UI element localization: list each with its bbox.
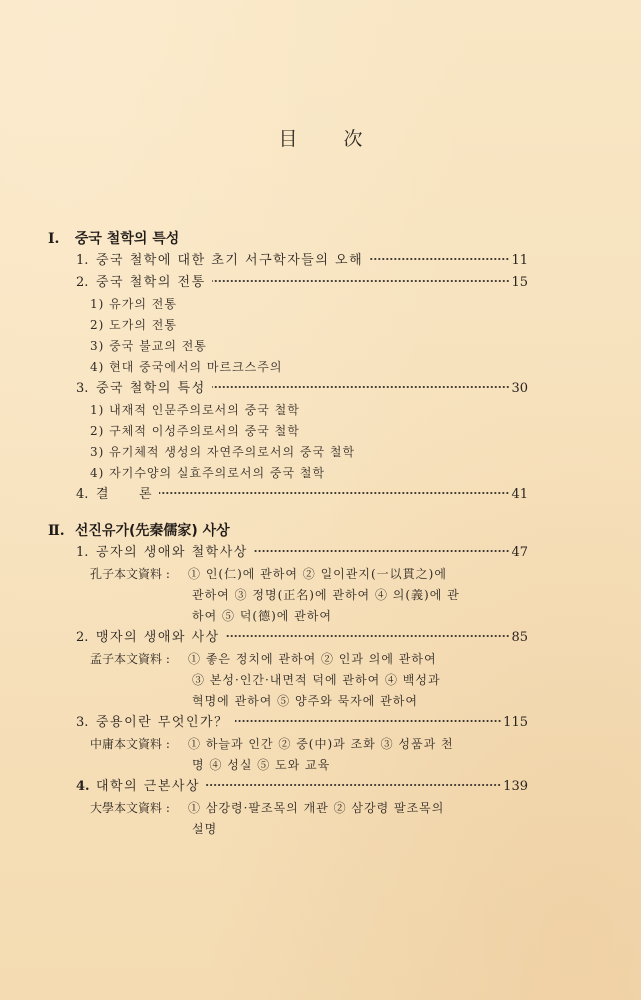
material-body: [188, 649, 486, 712]
material-label: 大學本文資料 :: [90, 801, 170, 815]
chapter-number: 4.: [76, 487, 89, 502]
chapter-number: 1.: [76, 253, 89, 268]
part-numeral: Ⅰ.: [48, 231, 60, 247]
toc-entry[interactable]: [48, 484, 528, 506]
toc-entry[interactable]: [48, 776, 528, 798]
source-material-block: [48, 798, 528, 840]
chapter-title: 대학의 근본사상: [96, 779, 201, 794]
chapter-title: 중용이란 무엇인가？: [96, 715, 229, 730]
page-number: 30: [511, 381, 528, 396]
part-title: 선진유가(先秦儒家) 사상: [74, 523, 230, 539]
material-line: ① 좋은 정치에 관하여 ② 인과 의에 관하여: [188, 652, 437, 666]
page-number: 85: [511, 630, 528, 645]
toc-entry[interactable]: [48, 627, 528, 649]
part-heading-1: [48, 228, 528, 250]
toc-entry[interactable]: [48, 378, 528, 400]
chapter-title: 중국 철학의 특성: [96, 381, 206, 396]
material-line: 하여 ⑤ 덕(德)에 관하여: [192, 609, 332, 623]
material-line: ① 인(仁)에 관하여 ② 일이관지(一以貫之)에: [188, 567, 447, 581]
material-line: ③ 본성·인간·내면적 덕에 관하여 ④ 백성과: [192, 673, 441, 687]
chapter-number: 3.: [76, 381, 89, 396]
chapter-title: 맹자의 생애와 사상: [96, 630, 220, 645]
part-heading-2: [48, 520, 528, 542]
toc-entry[interactable]: [48, 272, 528, 294]
toc-subsection: 4) 자기수양의 실효주의로서의 중국 철학: [90, 466, 326, 480]
material-line: 명 ④ 성실 ⑤ 도와 교육: [192, 758, 331, 772]
chapter-number: 4.: [76, 779, 90, 794]
chapter-number: 3.: [76, 715, 89, 730]
toc-entry[interactable]: [48, 542, 528, 564]
chapter-number: 2.: [76, 630, 89, 645]
source-material-block: [48, 564, 528, 627]
dot-leader: [212, 385, 510, 389]
dot-leader: [159, 491, 509, 495]
table-of-contents: [48, 228, 528, 840]
dot-leader: [254, 549, 510, 553]
toc-subsection: 3) 중국 불교의 전통: [90, 339, 207, 353]
toc-subsection: 2) 구체적 이성주의로서의 중국 철학: [90, 424, 300, 438]
toc-subsection: 4) 현대 중국에서의 마르크스주의: [90, 360, 283, 374]
dot-leader: [226, 634, 510, 638]
part-numeral: Ⅱ.: [48, 523, 65, 539]
toc-entry[interactable]: [48, 250, 528, 272]
dot-leader: [212, 279, 510, 283]
toc-subsection: 1) 유가의 전통: [90, 297, 177, 311]
toc-entry[interactable]: [48, 712, 528, 734]
material-line: ① 삼강령·팔조목의 개관 ② 삼강령 팔조목의: [188, 801, 445, 815]
toc-subsection: 3) 유기체적 생성의 자연주의로서의 중국 철학: [90, 445, 356, 459]
spacer: [48, 506, 528, 520]
material-body: [188, 734, 486, 776]
page-number: 11: [511, 253, 528, 268]
page-title: 目次: [278, 128, 409, 150]
material-line: 관하여 ③ 정명(正名)에 관하여 ④ 의(義)에 관: [192, 588, 460, 602]
material-body: [188, 564, 486, 627]
source-material-block: [48, 649, 528, 712]
dot-leader: [369, 257, 509, 261]
page-number: 47: [511, 545, 528, 560]
material-line: ① 하늘과 인간 ② 중(中)과 조화 ③ 성품과 천: [188, 737, 454, 751]
page-number: 15: [511, 275, 528, 290]
source-material-block: [48, 734, 528, 776]
part-title: 중국 철학의 특성: [74, 231, 180, 247]
chapter-number: 1.: [76, 545, 89, 560]
page-number: 115: [503, 715, 528, 730]
chapter-title: 중국 철학의 전통: [96, 275, 206, 290]
material-body: [188, 798, 486, 840]
material-label: 中庸本文資料 :: [90, 737, 170, 751]
chapter-title: 결 론: [96, 487, 154, 502]
chapter-number: 2.: [76, 275, 89, 290]
material-line: 혁명에 관하여 ⑤ 양주와 묵자에 관하여: [192, 694, 418, 708]
material-label: 孔子本文資料 :: [90, 567, 170, 581]
material-line: 설명: [192, 822, 218, 836]
toc-subsection: 2) 도가의 전통: [90, 318, 177, 332]
dot-leader: [235, 719, 502, 723]
toc-subsection: 1) 내재적 인문주의로서의 중국 철학: [90, 403, 300, 417]
page-number: 139: [503, 779, 528, 794]
dot-leader: [206, 783, 501, 787]
material-label: 孟子本文資料 :: [90, 652, 170, 666]
chapter-title: 공자의 생애와 철학사상: [96, 545, 248, 560]
page-number: 41: [511, 487, 528, 502]
chapter-title: 중국 철학에 대한 초기 서구학자들의 오해: [96, 253, 364, 268]
